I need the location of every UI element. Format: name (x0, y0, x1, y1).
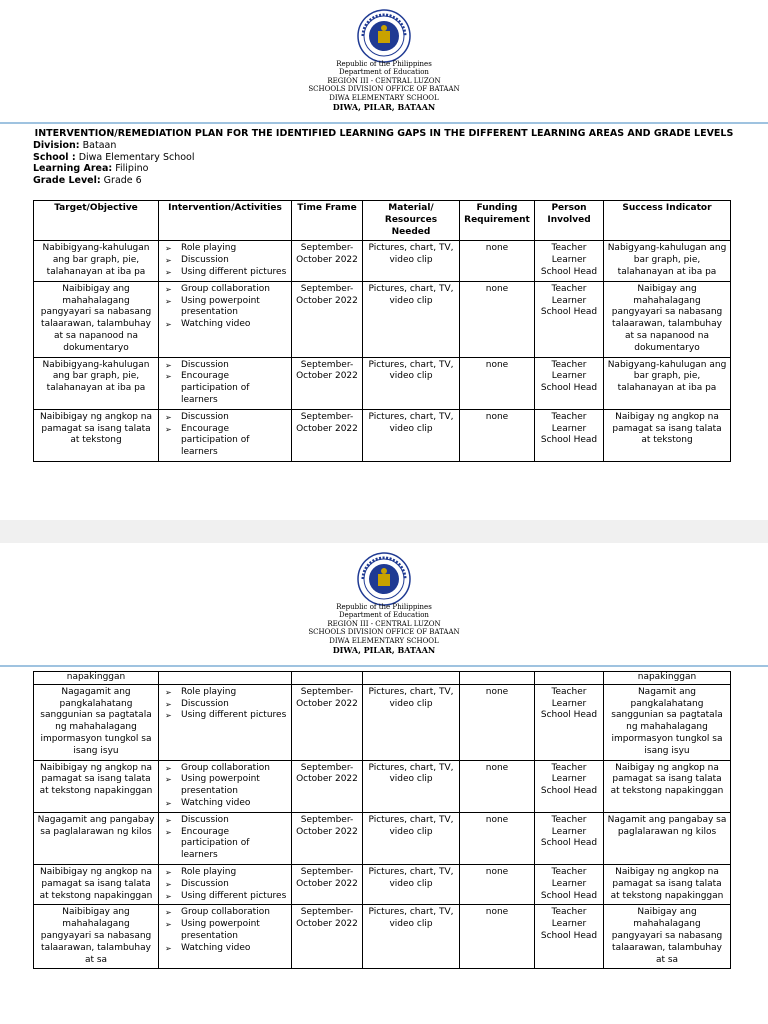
activities-cell (159, 760, 292, 812)
activity-item: ➢ Role playing (162, 867, 288, 879)
column-header: Person Involved (535, 201, 604, 241)
person-item: School Head (540, 710, 598, 721)
activity-item: ➢ Discussion (162, 699, 288, 711)
activities-cell (159, 281, 292, 357)
column-header: Funding Requirement (460, 201, 535, 241)
activity-item: ➢ Encourage participation of learners (162, 827, 288, 862)
person-item: Learner (551, 295, 587, 306)
person-item: Learner (551, 371, 587, 382)
indicator-cell: Nagamit ang pangabay sa paglalarawan ng kilos (604, 812, 731, 864)
person-item: Learner (551, 878, 587, 889)
activities-cell (159, 864, 292, 904)
person-item: Teacher (551, 907, 587, 918)
address-line: DIWA, PILAR, BATAAN (332, 645, 436, 656)
activity-item: ➢ Role playing (162, 243, 288, 255)
activity-item: ➢ Using different pictures (162, 267, 288, 279)
materials-cell: Pictures, chart, TV, video clip (363, 864, 460, 904)
materials-cell: Pictures, chart, TV, video clip (363, 905, 460, 969)
activity-item: ➢ Watching video (162, 319, 288, 331)
table-row (34, 409, 731, 461)
funding-cell: none (460, 684, 535, 760)
header-divider (0, 665, 768, 667)
activity-item: ➢ Using powerpoint presentation (162, 774, 288, 798)
funding-cell (460, 672, 535, 685)
document-page-2 (0, 543, 768, 1024)
column-header: Target/Objective (34, 201, 159, 241)
indicator-cell: napakinggan (604, 672, 731, 685)
time-cell: September-October 2022 (292, 812, 363, 864)
activity-item: ➢ Discussion (162, 360, 288, 372)
person-item: School Head (540, 266, 598, 277)
person-item: Teacher (551, 686, 587, 697)
indicator-cell: Nabigyang-kahulugan ang bar graph, pie, talahanayan at iba pa (604, 357, 731, 409)
table-row (34, 684, 731, 760)
person-item: Learner (551, 826, 587, 837)
person-item: Teacher (551, 814, 587, 825)
table-row (34, 864, 731, 904)
target-cell: Naibibigay ang mahahalagang pangyayari sa nabasang talaarawan, talambuhay at sa napanood na dokumentaryo (34, 281, 159, 357)
division-office-line: SCHOOLS DIVISION OFFICE OF BATAAN (308, 85, 460, 94)
letterhead (0, 60, 768, 112)
persons-cell (535, 760, 604, 812)
time-cell: September-October 2022 (292, 905, 363, 969)
person-item: School Head (540, 930, 598, 941)
indicator-cell: Naibigay ang mahahalagang pangyayari sa nabasang talaarawan, talambuhay at sa napanood na dokumentaryo (604, 281, 731, 357)
funding-cell: none (460, 760, 535, 812)
persons-cell (535, 672, 604, 685)
table-row (34, 281, 731, 357)
school-line: DIWA ELEMENTARY SCHOOL (329, 636, 439, 645)
persons-cell (535, 409, 604, 461)
time-cell: September-October 2022 (292, 281, 363, 357)
person-item: Learner (551, 698, 587, 709)
persons-cell (535, 241, 604, 281)
persons-cell (535, 864, 604, 904)
plan-table-page-1 (33, 200, 731, 462)
activities-cell (159, 905, 292, 969)
activity-item: ➢ Encourage participation of learners (162, 371, 288, 406)
persons-cell (535, 812, 604, 864)
division-value: Bataan (82, 140, 117, 151)
person-item: School Head (540, 838, 598, 849)
person-item: School Head (540, 786, 598, 797)
table-row (34, 905, 731, 969)
materials-cell: Pictures, chart, TV, video clip (363, 357, 460, 409)
table-row (34, 672, 731, 685)
person-item: Teacher (551, 283, 587, 294)
table-row (34, 357, 731, 409)
person-item: Learner (551, 423, 587, 434)
time-cell: September-October 2022 (292, 409, 363, 461)
republic-line: Republic of the Philippines (336, 60, 432, 68)
indicator-cell: Naibigay ng angkop na pamagat sa isang talata at tekstong napakinggan (604, 864, 731, 904)
funding-cell: none (460, 864, 535, 904)
school-label: School : (33, 151, 76, 163)
deped-seal-icon (357, 9, 411, 63)
materials-cell: Pictures, chart, TV, video clip (363, 760, 460, 812)
activity-item: ➢ Using powerpoint presentation (162, 296, 288, 320)
department-line: Department of Education (339, 68, 429, 77)
activity-item: ➢ Group collaboration (162, 763, 288, 775)
time-cell: September-October 2022 (292, 760, 363, 812)
person-item: School Head (540, 383, 598, 394)
table-row (34, 241, 731, 281)
indicator-cell: Naibigay ng angkop na pamagat sa isang talata at tekstong napakinggan (604, 760, 731, 812)
plan-title: INTERVENTION/REMEDIATION PLAN FOR THE IDENTIFIED LEARNING GAPS IN THE DIFFERENT LEARNING AREAS AND GRADE LEVELS (34, 128, 734, 139)
person-item: Learner (551, 919, 587, 930)
time-cell (292, 672, 363, 685)
materials-cell: Pictures, chart, TV, video clip (363, 684, 460, 760)
activity-item: ➢ Group collaboration (162, 907, 288, 919)
target-cell: Naibibigay ng angkop na pamagat sa isang talata at tekstong napakinggan (34, 864, 159, 904)
time-cell: September-October 2022 (292, 357, 363, 409)
materials-cell: Pictures, chart, TV, video clip (363, 281, 460, 357)
activity-item: ➢ Discussion (162, 815, 288, 827)
persons-cell (535, 684, 604, 760)
target-cell: Naibibigay ng angkop na pamagat sa isang talata at tekstong napakinggan (34, 760, 159, 812)
persons-cell (535, 357, 604, 409)
target-cell: napakinggan (34, 672, 159, 685)
activity-item: ➢ Watching video (162, 943, 288, 955)
grade-level-value: Grade 6 (103, 174, 142, 186)
letterhead (0, 603, 768, 655)
materials-cell (363, 672, 460, 685)
person-item: Learner (551, 774, 587, 785)
target-cell: Naibibigay ang mahahalagang pangyayari sa nabasang talaarawan, talambuhay at sa (34, 905, 159, 969)
department-line: Department of Education (339, 611, 429, 620)
indicator-cell: Naibigay ang mahahalagang pangyayari sa nabasang talaarawan, talambuhay at sa (604, 905, 731, 969)
funding-cell: none (460, 905, 535, 969)
column-header: Intervention/Activities (159, 201, 292, 241)
deped-seal-icon (357, 552, 411, 606)
person-item: Teacher (551, 762, 587, 773)
school-value: Diwa Elementary School (78, 151, 195, 163)
time-cell: September-October 2022 (292, 241, 363, 281)
grade-level-label: Grade Level: (33, 174, 101, 186)
persons-cell (535, 281, 604, 357)
activities-cell (159, 684, 292, 760)
indicator-cell: Naibigay ng angkop na pamagat sa isang talata at tekstong (604, 409, 731, 461)
time-cell: September-October 2022 (292, 684, 363, 760)
header-divider (0, 122, 768, 124)
target-cell: Nagagamit ang pangkalahatang sanggunian sa pagtatala ng mahahalagang impormasyon tungkol sa isang isyu (34, 684, 159, 760)
funding-cell: none (460, 812, 535, 864)
address-line: DIWA, PILAR, BATAAN (332, 102, 436, 113)
plan-table-page-2 (33, 671, 731, 969)
table-header-row (34, 201, 731, 241)
funding-cell: none (460, 241, 535, 281)
activities-cell (159, 241, 292, 281)
region-line: REGION III - CENTRAL LUZON (327, 76, 441, 85)
person-item: Teacher (551, 866, 587, 877)
indicator-cell: Nagamit ang pangkalahatang sanggunian sa pagtatala ng mahahalagang impormasyon tungkol sa isang isyu (604, 684, 731, 760)
column-header: Success Indicator (604, 201, 731, 241)
activity-item: ➢ Watching video (162, 798, 288, 810)
person-item: Teacher (551, 359, 587, 370)
materials-cell: Pictures, chart, TV, video clip (363, 409, 460, 461)
person-item: Teacher (551, 243, 587, 254)
division-office-line: SCHOOLS DIVISION OFFICE OF BATAAN (308, 628, 460, 637)
activity-item: ➢ Using different pictures (162, 710, 288, 722)
activity-item: ➢ Role playing (162, 687, 288, 699)
target-cell: Nabibigyang-kahulugan ang bar graph, pie, talahanayan at iba pa (34, 357, 159, 409)
target-cell: Nabibigyang-kahulugan ang bar graph, pie, talahanayan at iba pa (34, 241, 159, 281)
persons-cell (535, 905, 604, 969)
activities-cell (159, 409, 292, 461)
person-item: Learner (551, 255, 587, 266)
table-row (34, 760, 731, 812)
person-item: School Head (540, 890, 598, 901)
division-label: Division: (33, 140, 80, 151)
time-cell: September-October 2022 (292, 864, 363, 904)
activity-item: ➢ Discussion (162, 412, 288, 424)
region-line: REGION III - CENTRAL LUZON (327, 619, 441, 628)
person-item: Teacher (551, 411, 587, 422)
activities-cell (159, 357, 292, 409)
activity-item: ➢ Encourage participation of learners (162, 424, 288, 459)
funding-cell: none (460, 357, 535, 409)
funding-cell: none (460, 281, 535, 357)
school-line: DIWA ELEMENTARY SCHOOL (329, 93, 439, 102)
target-cell: Nagagamit ang pangabay sa paglalarawan ng kilos (34, 812, 159, 864)
person-item: School Head (540, 435, 598, 446)
activity-item: ➢ Discussion (162, 255, 288, 267)
target-cell: Naibibigay ng angkop na pamagat sa isang talata at tekstong (34, 409, 159, 461)
indicator-cell: Nabigyang-kahulugan ang bar graph, pie, talahanayan at iba pa (604, 241, 731, 281)
plan-info (33, 140, 195, 186)
activities-cell (159, 672, 292, 685)
materials-cell: Pictures, chart, TV, video clip (363, 812, 460, 864)
person-item: School Head (540, 307, 598, 318)
republic-line: Republic of the Philippines (336, 603, 432, 611)
learning-area-label: Learning Area: (33, 163, 113, 174)
activity-item: ➢ Discussion (162, 879, 288, 891)
activity-item: ➢ Using different pictures (162, 891, 288, 903)
column-header: Time Frame (292, 201, 363, 241)
activities-cell (159, 812, 292, 864)
funding-cell: none (460, 409, 535, 461)
activity-item: ➢ Group collaboration (162, 284, 288, 296)
materials-cell: Pictures, chart, TV, video clip (363, 241, 460, 281)
learning-area-value: Filipino (115, 163, 149, 174)
activity-item: ➢ Using powerpoint presentation (162, 919, 288, 943)
column-header: Material/ Resources Needed (363, 201, 460, 241)
table-row (34, 812, 731, 864)
